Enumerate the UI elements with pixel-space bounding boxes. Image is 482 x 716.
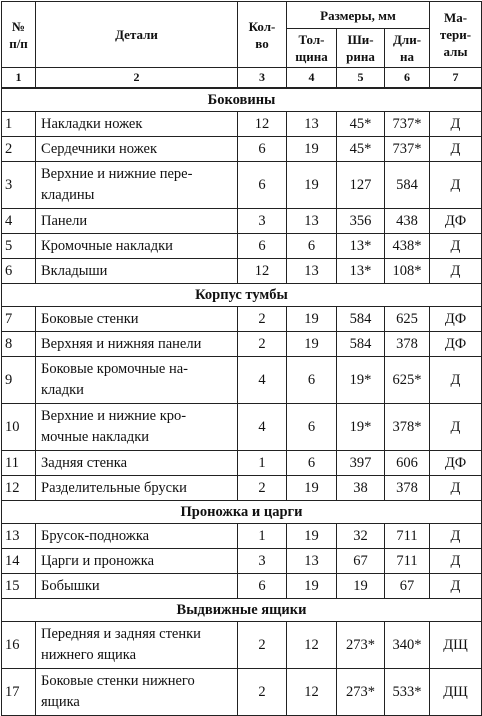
thickness-cell: 19 [287, 307, 337, 332]
part-name: Накладки ножек [36, 112, 238, 137]
quantity-cell: 12 [238, 259, 287, 284]
table-row [2, 669, 482, 716]
header-sizes: Размеры, мм [287, 2, 430, 29]
length-cell: 438* [385, 234, 430, 259]
row-number: 15 [2, 574, 36, 599]
part-name: Разделительные бруски [36, 476, 238, 501]
quantity-cell: 6 [238, 137, 287, 162]
material-cell: ДЩ [430, 669, 482, 716]
thickness-cell: 19 [287, 162, 337, 209]
row-number: 4 [2, 209, 36, 234]
row-number: 12 [2, 476, 36, 501]
quantity-cell: 1 [238, 524, 287, 549]
part-name: Передняя и задняя стенки нижнего ящика [36, 622, 238, 669]
material-cell: ДФ [430, 332, 482, 357]
thickness-cell: 19 [287, 137, 337, 162]
width-cell: 273* [337, 669, 385, 716]
length-cell: 606 [385, 451, 430, 476]
thickness-cell: 13 [287, 259, 337, 284]
header-materials: Ма- тери- алы [430, 2, 482, 68]
column-index: 2 [36, 68, 238, 89]
thickness-cell: 6 [287, 357, 337, 404]
table-row [2, 332, 482, 357]
width-cell: 584 [337, 307, 385, 332]
column-index: 3 [238, 68, 287, 89]
material-cell: Д [430, 357, 482, 404]
quantity-cell: 2 [238, 307, 287, 332]
length-cell: 625* [385, 357, 430, 404]
width-cell: 127 [337, 162, 385, 209]
table-row [2, 259, 482, 284]
thickness-cell: 12 [287, 669, 337, 716]
table-row [2, 137, 482, 162]
row-number: 11 [2, 451, 36, 476]
section-row [2, 501, 482, 524]
thickness-cell: 19 [287, 476, 337, 501]
thickness-cell: 19 [287, 524, 337, 549]
thickness-cell: 6 [287, 234, 337, 259]
part-name: Панели [36, 209, 238, 234]
material-cell: Д [430, 524, 482, 549]
table-row [2, 404, 482, 451]
length-cell: 108* [385, 259, 430, 284]
length-cell: 711 [385, 549, 430, 574]
column-index: 7 [430, 68, 482, 89]
header-details: Детали [36, 2, 238, 68]
row-number: 17 [2, 669, 36, 716]
width-cell: 19* [337, 357, 385, 404]
header-width: Ши- рина [337, 29, 385, 68]
width-cell: 13* [337, 259, 385, 284]
table-row [2, 307, 482, 332]
width-cell: 67 [337, 549, 385, 574]
width-cell: 45* [337, 112, 385, 137]
section-title: Выдвижные ящики [2, 599, 482, 622]
row-number: 13 [2, 524, 36, 549]
thickness-cell: 12 [287, 622, 337, 669]
material-cell: Д [430, 404, 482, 451]
width-cell: 273* [337, 622, 385, 669]
column-index: 5 [337, 68, 385, 89]
part-name: Сердечники ножек [36, 137, 238, 162]
row-number: 1 [2, 112, 36, 137]
column-index: 1 [2, 68, 36, 89]
quantity-cell: 6 [238, 574, 287, 599]
row-number: 10 [2, 404, 36, 451]
quantity-cell: 3 [238, 549, 287, 574]
part-name: Бобышки [36, 574, 238, 599]
table-row [2, 209, 482, 234]
quantity-cell: 2 [238, 669, 287, 716]
quantity-cell: 2 [238, 476, 287, 501]
part-name: Боковые стенки [36, 307, 238, 332]
thickness-cell: 19 [287, 332, 337, 357]
section-row [2, 599, 482, 622]
material-cell: Д [430, 476, 482, 501]
column-index-row [2, 68, 482, 89]
material-cell: Д [430, 112, 482, 137]
table-row [2, 162, 482, 209]
table-row [2, 451, 482, 476]
material-cell: Д [430, 234, 482, 259]
thickness-cell: 6 [287, 404, 337, 451]
row-number: 16 [2, 622, 36, 669]
width-cell: 584 [337, 332, 385, 357]
material-cell: Д [430, 549, 482, 574]
quantity-cell: 1 [238, 451, 287, 476]
quantity-cell: 6 [238, 234, 287, 259]
row-number: 2 [2, 137, 36, 162]
part-name: Царги и проножка [36, 549, 238, 574]
column-index: 6 [385, 68, 430, 89]
header-length: Дли- на [385, 29, 430, 68]
row-number: 7 [2, 307, 36, 332]
length-cell: 438 [385, 209, 430, 234]
length-cell: 711 [385, 524, 430, 549]
section-row [2, 88, 482, 112]
table-row [2, 549, 482, 574]
part-name: Верхние и нижние кро- мочные накладки [36, 404, 238, 451]
row-number: 9 [2, 357, 36, 404]
quantity-cell: 4 [238, 357, 287, 404]
section-row [2, 284, 482, 307]
quantity-cell: 2 [238, 622, 287, 669]
header-qty: Кол- во [238, 2, 287, 68]
table-row [2, 234, 482, 259]
material-cell: ДФ [430, 209, 482, 234]
length-cell: 378* [385, 404, 430, 451]
length-cell: 67 [385, 574, 430, 599]
table-row [2, 622, 482, 669]
column-index: 4 [287, 68, 337, 89]
table-row [2, 574, 482, 599]
length-cell: 737* [385, 112, 430, 137]
table-body [2, 88, 482, 716]
width-cell: 356 [337, 209, 385, 234]
length-cell: 378 [385, 476, 430, 501]
header-thickness: Тол- щина [287, 29, 337, 68]
width-cell: 19 [337, 574, 385, 599]
row-number: 5 [2, 234, 36, 259]
thickness-cell: 13 [287, 549, 337, 574]
thickness-cell: 13 [287, 112, 337, 137]
length-cell: 625 [385, 307, 430, 332]
length-cell: 584 [385, 162, 430, 209]
material-cell: Д [430, 162, 482, 209]
length-cell: 533* [385, 669, 430, 716]
width-cell: 45* [337, 137, 385, 162]
quantity-cell: 3 [238, 209, 287, 234]
row-number: 6 [2, 259, 36, 284]
thickness-cell: 19 [287, 574, 337, 599]
section-title: Корпус тумбы [2, 284, 482, 307]
header-num: № п/п [2, 2, 36, 68]
width-cell: 38 [337, 476, 385, 501]
part-name: Кромочные накладки [36, 234, 238, 259]
length-cell: 378 [385, 332, 430, 357]
part-name: Задняя стенка [36, 451, 238, 476]
section-title: Проножка и царги [2, 501, 482, 524]
part-name: Боковые кромочные на- кладки [36, 357, 238, 404]
row-number: 8 [2, 332, 36, 357]
part-name: Верхняя и нижняя панели [36, 332, 238, 357]
table-row [2, 357, 482, 404]
thickness-cell: 13 [287, 209, 337, 234]
width-cell: 19* [337, 404, 385, 451]
length-cell: 737* [385, 137, 430, 162]
length-cell: 340* [385, 622, 430, 669]
width-cell: 32 [337, 524, 385, 549]
material-cell: ДЩ [430, 622, 482, 669]
parts-table [1, 1, 482, 716]
material-cell: Д [430, 259, 482, 284]
material-cell: Д [430, 137, 482, 162]
row-number: 14 [2, 549, 36, 574]
width-cell: 397 [337, 451, 385, 476]
width-cell: 13* [337, 234, 385, 259]
row-number: 3 [2, 162, 36, 209]
part-name: Вкладыши [36, 259, 238, 284]
quantity-cell: 2 [238, 332, 287, 357]
table-row [2, 112, 482, 137]
thickness-cell: 6 [287, 451, 337, 476]
part-name: Боковые стенки нижнего ящика [36, 669, 238, 716]
quantity-cell: 4 [238, 404, 287, 451]
table-row [2, 476, 482, 501]
table-row [2, 524, 482, 549]
quantity-cell: 6 [238, 162, 287, 209]
material-cell: ДФ [430, 307, 482, 332]
section-title: Боковины [2, 88, 482, 112]
part-name: Брусок-подножка [36, 524, 238, 549]
part-name: Верхние и нижние пере- кладины [36, 162, 238, 209]
material-cell: ДФ [430, 451, 482, 476]
quantity-cell: 12 [238, 112, 287, 137]
material-cell: Д [430, 574, 482, 599]
